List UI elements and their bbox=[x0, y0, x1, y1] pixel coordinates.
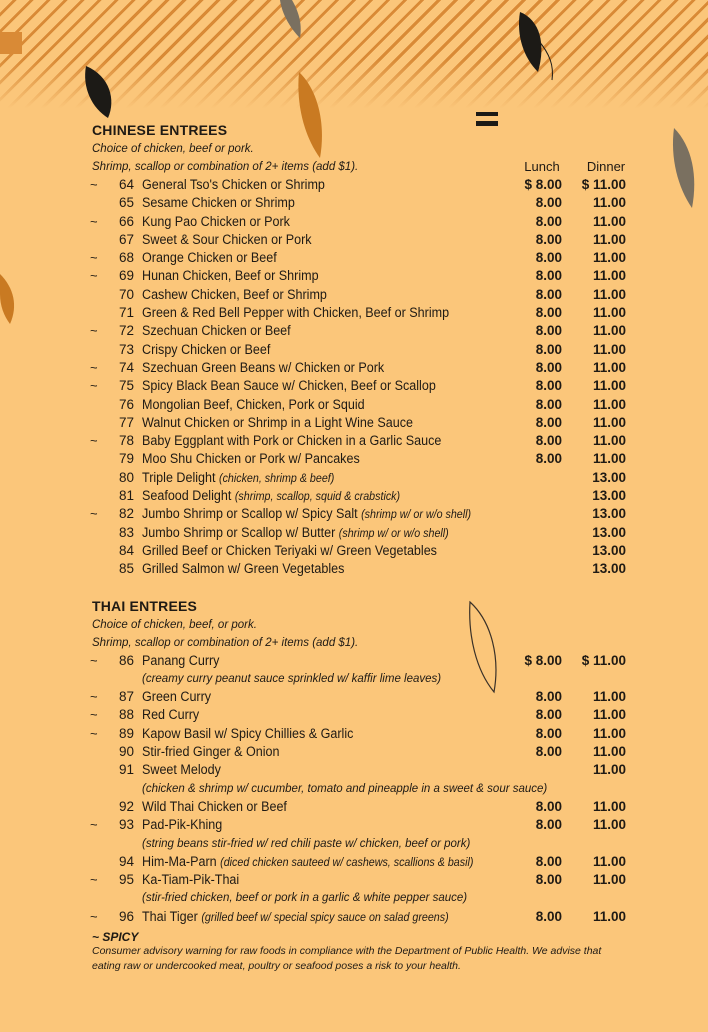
dinner-price: 11.00 bbox=[592, 798, 626, 814]
item-name bbox=[142, 743, 279, 761]
item-name-text: Sesame Chicken or Shrimp bbox=[142, 195, 295, 211]
dinner-price: 13.00 bbox=[592, 469, 626, 485]
lunch-price: 8.00 bbox=[535, 707, 562, 723]
item-name bbox=[142, 560, 344, 578]
item-name-text: Szechuan Chicken or Beef bbox=[142, 323, 291, 339]
section-note: Choice of chicken, beef or pork. bbox=[92, 143, 254, 155]
item-number: 68 bbox=[118, 250, 134, 266]
dinner-price: 11.00 bbox=[592, 689, 626, 705]
item-number: 92 bbox=[118, 798, 134, 814]
item-number: 67 bbox=[118, 231, 134, 247]
item-number: 89 bbox=[118, 725, 134, 741]
spicy-marker: ~ bbox=[90, 213, 98, 229]
item-name bbox=[142, 377, 436, 395]
item-name bbox=[142, 725, 353, 743]
item-name-text: Hunan Chicken, Beef or Shrimp bbox=[142, 268, 319, 284]
item-description-row bbox=[92, 835, 632, 853]
item-name-text: Cashew Chicken, Beef or Shrimp bbox=[142, 286, 327, 302]
lunch-price: 8.00 bbox=[535, 853, 562, 869]
menu-item-row bbox=[92, 652, 632, 670]
menu-item-row bbox=[92, 853, 632, 871]
spicy-marker: ~ bbox=[90, 872, 98, 888]
lunch-price: 8.00 bbox=[535, 213, 562, 229]
menu-item-row bbox=[92, 469, 632, 487]
lunch-price: 8.00 bbox=[535, 268, 562, 284]
item-name-text: Green Curry bbox=[142, 689, 212, 705]
menu-item-row bbox=[92, 688, 632, 706]
item-name bbox=[142, 414, 413, 432]
dinner-price: 13.00 bbox=[592, 488, 626, 504]
dinner-price: 11.00 bbox=[592, 305, 626, 321]
spicy-marker: ~ bbox=[90, 817, 98, 833]
item-description: (grilled beef w/ special spicy sauce on salad greens) bbox=[201, 911, 449, 924]
menu-item-row bbox=[92, 505, 632, 523]
item-name-text: Grilled Salmon w/ Green Vegetables bbox=[142, 561, 345, 577]
item-name bbox=[142, 341, 270, 359]
menu-item-row bbox=[92, 231, 632, 249]
item-name-text: Kung Pao Chicken or Pork bbox=[142, 213, 290, 229]
dinner-price: 11.00 bbox=[592, 414, 626, 430]
menu-item-row bbox=[92, 377, 632, 395]
item-name bbox=[142, 798, 287, 816]
lunch-price: $ 8.00 bbox=[524, 652, 562, 668]
spicy-marker: ~ bbox=[90, 652, 98, 668]
item-number: 83 bbox=[118, 524, 134, 540]
item-name-text: Pad-Pik-Khing bbox=[142, 817, 223, 833]
dinner-price: 13.00 bbox=[592, 542, 626, 558]
consumer-advisory: Consumer advisory warning for raw foods in compliance with the Department of Public Health. We advise that eating raw or undercooked meat, poultry or seafood poses a risk to your health. bbox=[92, 944, 602, 972]
item-number: 80 bbox=[118, 469, 134, 485]
spicy-marker: ~ bbox=[90, 378, 98, 394]
item-number: 64 bbox=[118, 177, 134, 192]
dinner-price: 11.00 bbox=[592, 725, 626, 741]
menu-item-row bbox=[92, 176, 632, 194]
item-name bbox=[142, 231, 312, 249]
chinese-entrees-list bbox=[92, 176, 632, 579]
menu-item-row bbox=[92, 706, 632, 724]
menu-item-row bbox=[92, 359, 632, 377]
item-number: 95 bbox=[118, 872, 134, 888]
item-number: 76 bbox=[118, 396, 134, 412]
menu-item-row bbox=[92, 908, 632, 926]
item-name-text: Him-Ma-Parn bbox=[142, 853, 217, 869]
item-number: 75 bbox=[118, 378, 134, 394]
item-name-text: Ka-Tiam-Pik-Thai bbox=[142, 872, 240, 888]
item-name-text: Moo Shu Chicken or Pork w/ Pancakes bbox=[142, 451, 360, 467]
item-number: 81 bbox=[118, 488, 134, 504]
lunch-price: 8.00 bbox=[535, 396, 562, 412]
item-number: 71 bbox=[118, 305, 134, 321]
dinner-price: 11.00 bbox=[592, 250, 626, 266]
item-name bbox=[142, 524, 449, 543]
item-number: 84 bbox=[118, 542, 134, 558]
item-name-text: Triple Delight bbox=[142, 469, 216, 485]
item-name-text: Thai Tiger bbox=[142, 908, 198, 924]
spicy-marker: ~ bbox=[90, 359, 98, 375]
orange-block-icon bbox=[0, 32, 22, 54]
item-description-row bbox=[92, 889, 632, 907]
item-description-row bbox=[92, 780, 632, 798]
spicy-marker: ~ bbox=[90, 707, 98, 723]
lunch-price: 8.00 bbox=[535, 872, 562, 888]
lunch-price: 8.00 bbox=[535, 359, 562, 375]
lunch-price: 8.00 bbox=[535, 744, 562, 760]
item-name bbox=[142, 267, 319, 285]
item-name bbox=[142, 908, 449, 927]
item-name bbox=[142, 359, 384, 377]
dinner-price: 11.00 bbox=[592, 872, 626, 888]
item-name bbox=[142, 487, 400, 506]
item-name bbox=[142, 194, 295, 212]
dinner-price: 13.00 bbox=[592, 524, 626, 540]
menu-item-row bbox=[92, 560, 632, 578]
lunch-price: 8.00 bbox=[535, 817, 562, 833]
item-description: (string beans stir-fried w/ red chili paste w/ chicken, beef or pork) bbox=[142, 837, 471, 850]
dinner-price: 11.00 bbox=[592, 378, 626, 394]
dinner-price: 11.00 bbox=[592, 396, 626, 412]
spicy-marker: ~ bbox=[90, 506, 98, 522]
dinner-price: 11.00 bbox=[592, 707, 626, 723]
lunch-price: 8.00 bbox=[535, 725, 562, 741]
item-number: 93 bbox=[118, 817, 134, 833]
item-name-text: Orange Chicken or Beef bbox=[142, 250, 277, 266]
item-name bbox=[142, 505, 471, 524]
dinner-price: 11.00 bbox=[592, 744, 626, 760]
menu-item-row bbox=[92, 524, 632, 542]
item-description: (chicken, shrimp & beef) bbox=[219, 472, 335, 485]
dinner-price: 11.00 bbox=[592, 268, 626, 284]
item-name bbox=[142, 432, 441, 450]
dinner-price: $ 11.00 bbox=[581, 177, 626, 192]
item-name-text: General Tso's Chicken or Shrimp bbox=[142, 177, 325, 192]
lunch-price: 8.00 bbox=[535, 250, 562, 266]
item-number: 82 bbox=[118, 506, 134, 522]
dinner-price: 11.00 bbox=[592, 323, 626, 339]
dinner-price: 11.00 bbox=[592, 359, 626, 375]
menu-item-row bbox=[92, 396, 632, 414]
item-name bbox=[142, 396, 365, 414]
item-number: 73 bbox=[118, 341, 134, 357]
dinner-price: 11.00 bbox=[592, 433, 626, 449]
item-description: (diced chicken sauteed w/ cashews, scallions & basil) bbox=[220, 856, 474, 869]
item-name bbox=[142, 652, 219, 670]
lunch-price: 8.00 bbox=[535, 231, 562, 247]
item-name bbox=[142, 213, 290, 231]
dinner-price: 13.00 bbox=[592, 506, 626, 522]
lunch-price: 8.00 bbox=[535, 689, 562, 705]
dinner-price: 11.00 bbox=[592, 195, 626, 211]
item-name bbox=[142, 871, 239, 889]
section-title-chinese: CHINESE ENTREES bbox=[92, 122, 228, 138]
spicy-marker: ~ bbox=[90, 725, 98, 741]
dinner-price: 11.00 bbox=[592, 817, 626, 833]
item-name-text: Szechuan Green Beans w/ Chicken or Pork bbox=[142, 359, 385, 375]
item-name bbox=[142, 176, 325, 194]
dinner-price: 11.00 bbox=[592, 286, 626, 302]
item-number: 86 bbox=[118, 652, 134, 668]
menu-item-row bbox=[92, 487, 632, 505]
item-name bbox=[142, 853, 473, 872]
leaf-icon bbox=[514, 10, 560, 82]
menu-item-row bbox=[92, 414, 632, 432]
item-name bbox=[142, 304, 449, 322]
item-number: 88 bbox=[118, 707, 134, 723]
menu-content bbox=[92, 120, 632, 974]
menu-item-row bbox=[92, 249, 632, 267]
item-name bbox=[142, 542, 437, 560]
menu-item-row bbox=[92, 341, 632, 359]
menu-item-row bbox=[92, 798, 632, 816]
menu-item-row bbox=[92, 322, 632, 340]
price-header-row bbox=[92, 158, 632, 176]
dinner-price: 11.00 bbox=[592, 853, 626, 869]
item-name bbox=[142, 469, 334, 488]
section-note: Choice of chicken, beef, or pork. bbox=[92, 618, 257, 631]
item-description: (shrimp, scallop, squid & crabstick) bbox=[234, 491, 401, 504]
lunch-price: 8.00 bbox=[535, 305, 562, 321]
menu-item-row bbox=[92, 450, 632, 468]
item-name-text: Spicy Black Bean Sauce w/ Chicken, Beef or Scallop bbox=[142, 378, 436, 394]
item-name bbox=[142, 706, 199, 724]
menu-item-row bbox=[92, 432, 632, 450]
spicy-marker: ~ bbox=[90, 433, 98, 449]
item-name-text: Crispy Chicken or Beef bbox=[142, 341, 271, 357]
lunch-price: 8.00 bbox=[535, 433, 562, 449]
item-name bbox=[142, 816, 222, 834]
item-name bbox=[142, 322, 291, 340]
lunch-price: 8.00 bbox=[535, 908, 562, 924]
item-number: 70 bbox=[118, 286, 134, 302]
item-description-row bbox=[92, 670, 632, 688]
lunch-price: 8.00 bbox=[535, 341, 562, 357]
dinner-price: $ 11.00 bbox=[581, 652, 626, 668]
section-note: Shrimp, scallop or combination of 2+ items (add $1). bbox=[92, 161, 359, 173]
item-number: 90 bbox=[118, 744, 134, 760]
item-description: (chicken & shrimp w/ cucumber, tomato and pineapple in a sweet & sour sauce) bbox=[142, 782, 548, 795]
item-number: 69 bbox=[118, 268, 134, 284]
thai-entrees-list bbox=[92, 652, 632, 926]
menu-item-row bbox=[92, 542, 632, 560]
item-description: (shrimp w/ or w/o shell) bbox=[338, 527, 449, 540]
menu-item-row bbox=[92, 725, 632, 743]
item-name bbox=[142, 249, 277, 267]
leaf-icon bbox=[82, 64, 116, 120]
dinner-price: 11.00 bbox=[592, 908, 626, 924]
menu-item-row bbox=[92, 213, 632, 231]
lunch-price: 8.00 bbox=[535, 451, 562, 467]
spicy-marker: ~ bbox=[90, 323, 98, 339]
spicy-marker: ~ bbox=[90, 689, 98, 705]
dinner-price: 11.00 bbox=[592, 231, 626, 247]
item-name bbox=[142, 688, 211, 706]
item-number: 72 bbox=[118, 323, 134, 339]
lunch-price: 8.00 bbox=[535, 378, 562, 394]
menu-item-row bbox=[92, 286, 632, 304]
spicy-marker: ~ bbox=[90, 908, 98, 924]
dinner-column-header: Dinner bbox=[586, 159, 626, 174]
lunch-price: 8.00 bbox=[535, 323, 562, 339]
spicy-marker: ~ bbox=[90, 177, 98, 192]
section-title-thai: THAI ENTREES bbox=[92, 597, 198, 614]
section-note: Shrimp, scallop or combination of 2+ items (add $1). bbox=[92, 636, 359, 649]
menu-item-row bbox=[92, 304, 632, 322]
item-name-text: Red Curry bbox=[142, 707, 200, 723]
item-name-text: Seafood Delight bbox=[142, 488, 232, 504]
lunch-price: 8.00 bbox=[535, 798, 562, 814]
item-number: 96 bbox=[118, 908, 134, 924]
lunch-price: $ 8.00 bbox=[524, 177, 562, 192]
item-number: 91 bbox=[118, 762, 134, 778]
item-number: 78 bbox=[118, 433, 134, 449]
item-name-text: Jumbo Shrimp or Scallop w/ Butter bbox=[142, 524, 336, 540]
dinner-price: 13.00 bbox=[592, 561, 626, 577]
item-description: (stir-fried chicken, beef or pork in a garlic & white pepper sauce) bbox=[142, 892, 468, 905]
item-number: 77 bbox=[118, 414, 134, 430]
lunch-price: 8.00 bbox=[535, 195, 562, 211]
leaf-icon bbox=[0, 270, 18, 326]
leaf-icon bbox=[670, 126, 700, 210]
item-name-text: Walnut Chicken or Shrimp in a Light Wine Sauce bbox=[142, 414, 413, 430]
spicy-marker: ~ bbox=[90, 250, 98, 266]
menu-item-row bbox=[92, 267, 632, 285]
spicy-marker: ~ bbox=[90, 268, 98, 284]
item-name bbox=[142, 761, 221, 779]
item-name bbox=[142, 450, 360, 468]
item-name-text: Baby Eggplant with Pork or Chicken in a Garlic Sauce bbox=[142, 433, 442, 449]
item-number: 74 bbox=[118, 359, 134, 375]
item-name-text: Wild Thai Chicken or Beef bbox=[142, 798, 287, 814]
leaf-icon bbox=[278, 0, 304, 40]
menu-item-row bbox=[92, 871, 632, 889]
dinner-price: 11.00 bbox=[592, 762, 626, 778]
item-name-text: Grilled Beef or Chicken Teriyaki w/ Green Vegetables bbox=[142, 542, 437, 558]
item-name-text: Panang Curry bbox=[142, 652, 220, 668]
lunch-price: 8.00 bbox=[535, 286, 562, 302]
item-name-text: Jumbo Shrimp or Scallop w/ Spicy Salt bbox=[142, 506, 358, 522]
item-description: (shrimp w/ or w/o shell) bbox=[361, 509, 472, 522]
item-number: 94 bbox=[118, 853, 134, 869]
item-number: 66 bbox=[118, 213, 134, 229]
item-name-text: Green & Red Bell Pepper with Chicken, Beef or Shrimp bbox=[142, 305, 450, 321]
lunch-column-header: Lunch bbox=[524, 159, 560, 174]
lunch-price: 8.00 bbox=[535, 414, 562, 430]
item-number: 87 bbox=[118, 689, 134, 705]
item-name-text: Stir-fried Ginger & Onion bbox=[142, 744, 280, 760]
item-number: 79 bbox=[118, 451, 134, 467]
item-name bbox=[142, 286, 327, 304]
menu-item-row bbox=[92, 194, 632, 212]
dinner-price: 11.00 bbox=[592, 451, 626, 467]
item-description: (creamy curry peanut sauce sprinkled w/ kaffir lime leaves) bbox=[142, 672, 442, 685]
item-name-text: Mongolian Beef, Chicken, Pork or Squid bbox=[142, 396, 365, 412]
item-name-text: Sweet & Sour Chicken or Pork bbox=[142, 231, 312, 247]
menu-item-row bbox=[92, 743, 632, 761]
item-name-text: Sweet Melody bbox=[142, 762, 221, 778]
dinner-price: 11.00 bbox=[592, 213, 626, 229]
item-number: 85 bbox=[118, 561, 134, 577]
item-number: 65 bbox=[118, 195, 134, 211]
item-name-text: Kapow Basil w/ Spicy Chillies & Garlic bbox=[142, 725, 354, 741]
menu-item-row bbox=[92, 761, 632, 779]
dinner-price: 11.00 bbox=[592, 341, 626, 357]
spicy-legend: ~ SPICY bbox=[92, 929, 139, 944]
menu-item-row bbox=[92, 816, 632, 834]
